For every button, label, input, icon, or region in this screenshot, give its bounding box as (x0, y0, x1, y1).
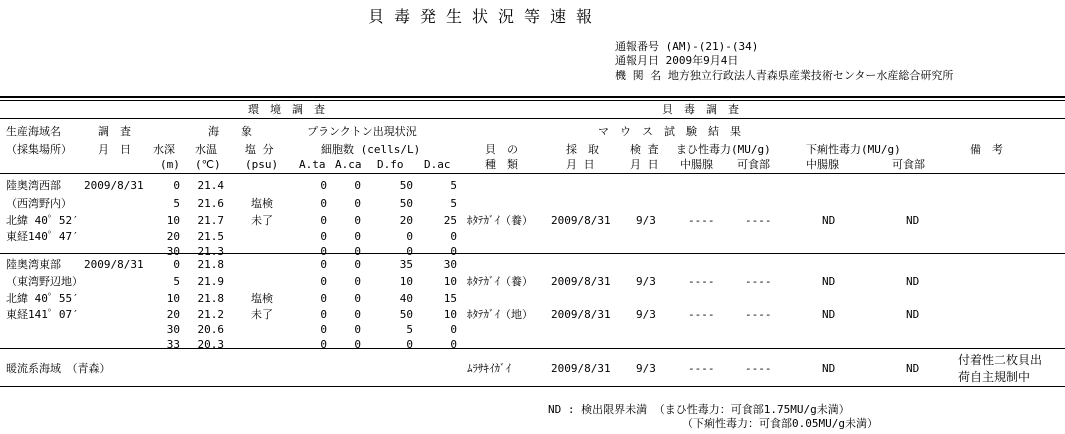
dsp-edible-header: 可食部 (892, 158, 925, 171)
footnote-line1: ND : 検出限界未満 （まひ性毒力：可食部1.75MU/g未満） (548, 403, 850, 416)
cell-pg: ---- (688, 308, 715, 321)
cell-date: 2009/8/31 (84, 258, 144, 271)
cell-shell: ﾎﾀﾃｶﾞｲ（養） (467, 214, 533, 227)
cell-temp: 21.2 (197, 308, 224, 321)
cell-aca: 0 (354, 214, 361, 227)
cell-dac: 0 (450, 323, 457, 336)
cell-temp: 21.8 (197, 258, 224, 271)
cell-dfo: 20 (399, 214, 413, 227)
cell-temp: 20.3 (197, 338, 224, 351)
warm-dsp-gland: ND (822, 362, 836, 375)
header-divider (0, 118, 1065, 119)
area-header: 生産海域名 (6, 125, 61, 138)
salinity-header: 塩 分 (245, 143, 274, 156)
cell-dfo: 5 (406, 323, 413, 336)
footnote-line2: （下痢性毒力：可食部0.05MU/g未満） (682, 417, 878, 430)
cell-dac: 30 (443, 258, 457, 271)
warm-psp-gland: ---- (688, 362, 715, 375)
cell-area: 陸奥湾東部 (6, 258, 61, 271)
shell-type-header: 種 類 (485, 158, 518, 171)
warm-area-name: 暖流系海域 （青森） (6, 362, 111, 375)
cell-de: ND (906, 275, 920, 288)
report-title: 貝毒発生状況等速報 (368, 7, 603, 26)
cell-sal: 未了 (251, 214, 273, 227)
cell-aca: 0 (354, 245, 361, 258)
plankton-col-dfo: D.fo (377, 158, 404, 171)
cell-aca: 0 (354, 230, 361, 243)
cell-temp: 21.6 (197, 197, 224, 210)
cell-dac: 25 (443, 214, 457, 227)
cell-ata: 0 (320, 308, 327, 321)
cell-test: 9/3 (636, 275, 656, 288)
cell-depth: 0 (173, 258, 180, 271)
cell-pg: ---- (688, 275, 715, 288)
cell-aca: 0 (354, 258, 361, 271)
warm-psp-edible: ---- (745, 362, 772, 375)
mouse-test-header: マ ウ ス 試 験 結 果 (598, 125, 741, 138)
test-date-header: 月 日 (630, 158, 659, 171)
cell-area: 東経141゜07′ (6, 308, 79, 321)
salinity-unit: (psu) (245, 158, 279, 171)
group-divider-1 (0, 253, 1065, 254)
cell-sal: 未了 (251, 308, 273, 321)
cell-depth: 30 (166, 245, 180, 258)
collection-date-header: 月 日 (566, 158, 595, 171)
cell-dfo: 50 (399, 197, 413, 210)
cell-ata: 0 (320, 323, 327, 336)
cell-dac: 10 (443, 275, 457, 288)
plankton-col-ata: A.ta (299, 158, 326, 171)
cell-dg: ND (822, 214, 836, 227)
cell-depth: 10 (166, 214, 180, 227)
cell-dfo: 40 (399, 292, 413, 305)
cell-depth: 20 (166, 230, 180, 243)
cell-area: 北緯 40゜55′ (6, 292, 79, 305)
psp-edible-header: 可食部 (737, 158, 770, 171)
env-survey-header: 環 境 調 査 (248, 103, 325, 116)
cell-depth: 10 (166, 292, 180, 305)
cell-dfo: 10 (399, 275, 413, 288)
cell-area: 陸奥湾西部 (6, 179, 61, 192)
organization: 機 関 名 地方独立行政法人青森県産業技術センター水産総合研究所 (615, 69, 954, 82)
cell-de: ND (906, 214, 920, 227)
cell-shell: ﾎﾀﾃｶﾞｲ（地） (467, 308, 533, 321)
header-bottom-border (0, 173, 1065, 174)
report-number: 通報番号 (AM)-(21)-(34) (615, 40, 759, 53)
table-top-border (0, 96, 1065, 98)
cell-dfo: 35 (399, 258, 413, 271)
cell-depth: 30 (166, 323, 180, 336)
cell-coll: 2009/8/31 (551, 214, 611, 227)
group-divider-2 (0, 348, 1065, 349)
cell-pe: ---- (745, 214, 772, 227)
table-top-border-inner (0, 100, 1065, 101)
cell-pg: ---- (688, 214, 715, 227)
cell-depth: 5 (173, 197, 180, 210)
collection-header: 採 取 (566, 143, 599, 156)
collection-site-header: （採集場所） (6, 143, 72, 156)
report-date: 通報月日 2009年9月4日 (615, 54, 739, 67)
cell-area: 東経140゜47′ (6, 230, 79, 243)
cell-temp: 21.8 (197, 292, 224, 305)
cell-ata: 0 (320, 292, 327, 305)
cell-temp: 21.9 (197, 275, 224, 288)
cell-aca: 0 (354, 308, 361, 321)
plankton-col-aca: A.ca (335, 158, 362, 171)
temp-unit: (℃) (195, 158, 221, 171)
cell-ata: 0 (320, 214, 327, 227)
survey-date-header: 月 日 (98, 143, 131, 156)
cell-temp: 21.3 (197, 245, 224, 258)
cell-de: ND (906, 308, 920, 321)
cell-dfo: 50 (399, 179, 413, 192)
temp-header: 水温 (195, 143, 217, 156)
warm-dsp-edible: ND (906, 362, 920, 375)
warm-note-line1: 付着性二枚貝出 (958, 353, 1043, 367)
cell-ata: 0 (320, 179, 327, 192)
cell-aca: 0 (354, 292, 361, 305)
sea-condition-header: 海 象 (208, 125, 252, 138)
cell-dg: ND (822, 308, 836, 321)
cell-ata: 0 (320, 258, 327, 271)
shell-header: 貝 の (485, 143, 518, 156)
cell-date: 2009/8/31 (84, 179, 144, 192)
cell-ata: 0 (320, 230, 327, 243)
dsp-gland-header: 中腸腺 (806, 158, 839, 171)
survey-header: 調 査 (98, 125, 131, 138)
cell-pe: ---- (745, 308, 772, 321)
test-header: 検 査 (630, 143, 659, 156)
depth-unit: (m) (160, 158, 180, 171)
warm-shell-type: ﾑﾗｻｷｲｶﾞｲ (467, 362, 511, 375)
cell-shell: ﾎﾀﾃｶﾞｲ（養） (467, 275, 533, 288)
cell-sal: 塩検 (251, 292, 273, 305)
toxin-survey-header: 貝 毒 調 査 (662, 103, 739, 116)
cell-ata: 0 (320, 245, 327, 258)
cell-pe: ---- (745, 275, 772, 288)
cell-depth: 20 (166, 308, 180, 321)
warm-test-date: 9/3 (636, 362, 656, 375)
table-bottom-border (0, 386, 1065, 387)
cell-test: 9/3 (636, 214, 656, 227)
warm-note-line2: 荷自主規制中 (958, 370, 1031, 384)
cell-aca: 0 (354, 323, 361, 336)
cell-dfo: 0 (406, 245, 413, 258)
cell-dac: 10 (443, 308, 457, 321)
cell-test: 9/3 (636, 308, 656, 321)
psp-gland-header: 中腸腺 (680, 158, 713, 171)
depth-header: 水深 (153, 143, 175, 156)
cell-dfo: 0 (406, 230, 413, 243)
cell-aca: 0 (354, 197, 361, 210)
cell-ata: 0 (320, 338, 327, 351)
cell-dac: 5 (450, 179, 457, 192)
dsp-header: 下痢性毒力(MU/g) (806, 143, 901, 156)
cell-dfo: 0 (406, 338, 413, 351)
cell-depth: 5 (173, 275, 180, 288)
cell-depth: 33 (166, 338, 180, 351)
cell-dac: 0 (450, 338, 457, 351)
cell-dg: ND (822, 275, 836, 288)
cell-sal: 塩検 (251, 197, 273, 210)
warm-collection-date: 2009/8/31 (551, 362, 611, 375)
cell-dac: 0 (450, 245, 457, 258)
cell-coll: 2009/8/31 (551, 275, 611, 288)
cell-ata: 0 (320, 197, 327, 210)
cells-header: 細胞数 (cells/L) (321, 143, 421, 156)
plankton-header: プランクトン出現状況 (307, 125, 417, 138)
psp-header: まひ性毒力(MU/g) (676, 143, 771, 156)
cell-coll: 2009/8/31 (551, 308, 611, 321)
cell-dac: 5 (450, 197, 457, 210)
cell-aca: 0 (354, 275, 361, 288)
cell-dac: 15 (443, 292, 457, 305)
cell-dfo: 50 (399, 308, 413, 321)
cell-temp: 21.5 (197, 230, 224, 243)
cell-depth: 0 (173, 179, 180, 192)
cell-area: 北緯 40゜52′ (6, 214, 79, 227)
cell-aca: 0 (354, 338, 361, 351)
cell-temp: 20.6 (197, 323, 224, 336)
cell-aca: 0 (354, 179, 361, 192)
cell-area: （西湾野内） (6, 197, 72, 210)
cell-ata: 0 (320, 275, 327, 288)
cell-area: （東湾野辺地） (6, 275, 83, 288)
cell-temp: 21.7 (197, 214, 224, 227)
cell-dac: 0 (450, 230, 457, 243)
cell-temp: 21.4 (197, 179, 224, 192)
plankton-col-dac: D.ac (424, 158, 451, 171)
notes-header: 備 考 (970, 143, 1003, 156)
